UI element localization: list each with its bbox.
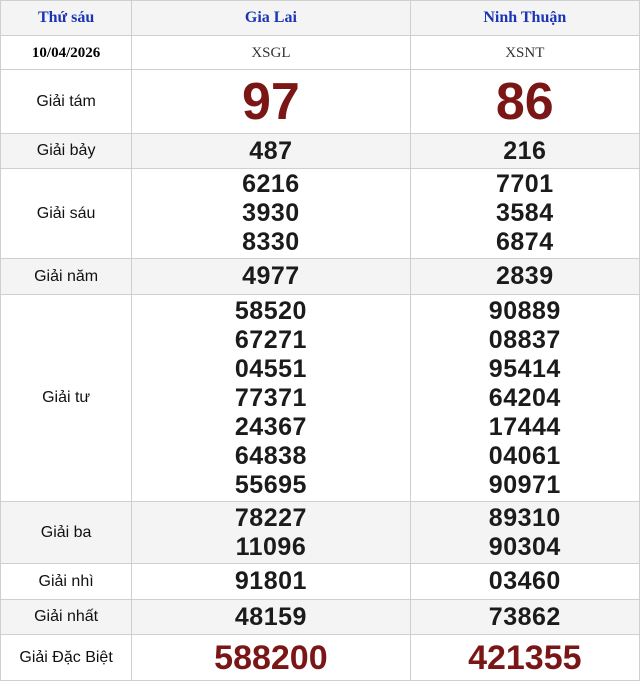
prize-cell-ninh-thuan (410, 259, 639, 295)
prize-number: 04551 (234, 354, 307, 383)
prize-cell-ninh-thuan (410, 502, 639, 564)
prize-cell-gia-lai (132, 134, 410, 169)
prize-number: 11096 (235, 532, 307, 561)
date-row (1, 36, 640, 70)
prize-number: 7701 (496, 170, 554, 198)
province-link-ninh-thuan[interactable] (410, 1, 639, 36)
prize-number: 89310 (488, 503, 561, 532)
draw-date: 10/04/2026 (31, 44, 101, 61)
prize-cell-ninh-thuan (410, 600, 639, 635)
prize-number: 64838 (234, 441, 307, 470)
prize-label: Giải tám (1, 70, 132, 134)
prize-number: 64204 (488, 383, 561, 412)
prize-number: 08837 (488, 325, 561, 354)
prize-number: 90304 (488, 532, 561, 561)
prize-label: Giải sáu (1, 169, 132, 259)
prize-number: 78227 (234, 503, 307, 532)
prize-row-4 (1, 295, 640, 502)
prize-cell-gia-lai (132, 502, 410, 564)
prize-number: 97 (241, 72, 300, 131)
prize-number: 73862 (488, 602, 561, 631)
province-name-ninh-thuan: Ninh Thuận (483, 9, 567, 26)
prize-number: 487 (249, 136, 293, 165)
prize-cell-gia-lai (132, 169, 410, 259)
prize-cell-gia-lai (132, 259, 410, 295)
province-link-gia-lai[interactable] (132, 1, 410, 36)
prize-number: 6216 (242, 170, 300, 198)
prize-number: 17444 (488, 412, 561, 441)
prize-cell-ninh-thuan (410, 564, 639, 600)
weekday-link[interactable] (1, 1, 132, 36)
prize-row-7 (1, 134, 640, 169)
prize-number: 77371 (234, 383, 307, 412)
prize-cell-gia-lai (132, 635, 410, 681)
prize-row-6 (1, 169, 640, 259)
code-cell-ninh-thuan (410, 36, 639, 70)
prize-number: 8330 (242, 228, 300, 256)
prize-number: 03460 (488, 567, 561, 595)
header-row (1, 1, 640, 36)
province-name-gia-lai: Gia Lai (244, 9, 297, 26)
prize-row-3 (1, 502, 640, 564)
prize-label: Giải năm (1, 259, 132, 295)
prize-number: 90889 (488, 296, 561, 325)
prize-row-5 (1, 259, 640, 295)
prize-row-special (1, 635, 640, 681)
special-prize-number: 421355 (468, 638, 582, 677)
prize-number: 04061 (488, 441, 561, 470)
prize-label: Giải Đặc Biệt (1, 635, 132, 681)
prize-number: 4977 (242, 262, 300, 290)
prize-cell-ninh-thuan (410, 134, 639, 169)
prize-number: 95414 (488, 354, 561, 383)
lottery-code-ninh-thuan: XSNT (505, 44, 545, 61)
prize-number: 67271 (234, 325, 307, 354)
prize-number: 2839 (496, 262, 554, 290)
prize-number: 86 (495, 72, 554, 131)
prize-number: 91801 (234, 567, 307, 595)
lottery-code-gia-lai: XSGL (251, 44, 291, 61)
prize-number: 55695 (234, 470, 307, 499)
special-prize-number: 588200 (214, 638, 328, 677)
prize-number: 6874 (496, 228, 554, 256)
weekday-label: Thứ sáu (37, 9, 95, 26)
prize-label: Giải nhì (1, 564, 132, 600)
prize-row-8 (1, 70, 640, 134)
prize-number: 48159 (234, 602, 307, 631)
prize-label: Giải bảy (1, 134, 132, 169)
prize-label: Giải tư (1, 295, 132, 502)
prize-row-1 (1, 600, 640, 635)
prize-cell-ninh-thuan (410, 70, 639, 134)
draw-date-cell (1, 36, 132, 70)
prize-label: Giải ba (1, 502, 132, 564)
code-cell-gia-lai (132, 36, 410, 70)
prize-cell-gia-lai (132, 564, 410, 600)
prize-cell-gia-lai (132, 70, 410, 134)
prize-label: Giải nhất (1, 600, 132, 635)
prize-number: 24367 (234, 412, 307, 441)
prize-number: 90971 (488, 470, 561, 499)
prize-cell-ninh-thuan (410, 295, 639, 502)
prize-row-2 (1, 564, 640, 600)
prize-number: 58520 (234, 296, 307, 325)
prize-number: 3584 (496, 199, 554, 227)
prize-number: 3930 (242, 199, 300, 227)
prize-cell-ninh-thuan (410, 635, 639, 681)
prize-cell-gia-lai (132, 600, 410, 635)
prize-cell-gia-lai (132, 295, 410, 502)
prize-cell-ninh-thuan (410, 169, 639, 259)
prize-number: 216 (503, 136, 547, 165)
